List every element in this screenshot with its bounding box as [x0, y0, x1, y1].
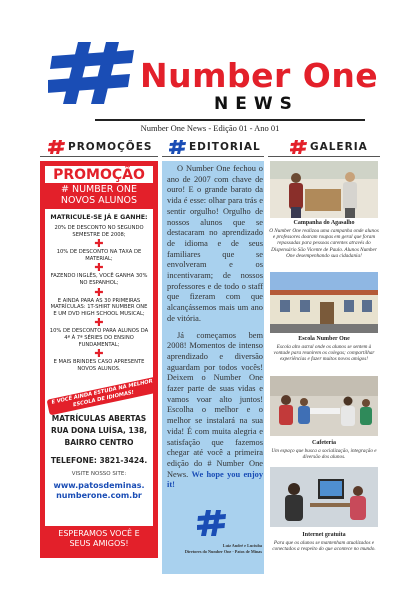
plus-icon: ✚: [94, 285, 104, 299]
section-title-editorial: EDITORIAL: [189, 141, 261, 153]
promo-ribbon: E VOCÊ AINDA ESTUDA NA MELHOR ESCOLA DE IDIOMAS!: [47, 377, 158, 416]
caption-title: Escola Number One: [298, 336, 350, 342]
gallery-caption: [268, 440, 380, 460]
gallery-caption: [268, 532, 380, 552]
caption-text: O Number One realizou uma campanha onde alunos e professores doaram roupas em geral que foram repassadas para pessoas carentes através do Dispensário São Vicente de Paulo. Alunos Number One desempenhando sua cidadania!: [269, 228, 379, 259]
website-link[interactable]: [45, 481, 153, 501]
gallery-photo-internet: [270, 467, 378, 527]
promo-item: 20% DE DESCONTO NO SEGUNDO SEMESTRE DE 2008;: [54, 225, 144, 238]
caption-title: Internet gratuita: [302, 532, 346, 538]
edition-line: Number One News - Edição 01 - Ano 01: [140, 123, 280, 133]
website-link-line[interactable]: www.patosdeminas.: [53, 481, 145, 491]
promo-item: 10% DE DESCONTO NA TAXA DE MATERIAL;: [56, 249, 142, 262]
section-header-gallery: [290, 139, 368, 155]
promo-box: [40, 161, 158, 558]
section-title-gallery: GALERIA: [310, 141, 368, 153]
caption-title: Cafeteria: [312, 440, 336, 446]
phone-number: TELEFONE: 3821-3424.: [50, 456, 148, 466]
editorial-text: [167, 164, 263, 491]
signature-line: Luiz André e Luciuba: [222, 543, 262, 548]
promo-item: E MAIS BRINDES CASO APRESENTE NOVOS ALUNOS.: [53, 359, 145, 372]
masthead-rule: [95, 119, 365, 121]
section-rule-editorial: [162, 156, 264, 157]
editorial-paragraph: O Number One fechou o ano de 2007 com chave de ouro! E o grande barato da vida é esse: olhar para trás e sentir orgulho! Orgulho de nossos alunos que se destacaram no aprendizado de idioma e de seus familiares que se envolveram e os incentivaram; de nossos professores e de todo o staff que fizeram com que alcançássemos mais um ano de vitória.: [167, 164, 263, 323]
plus-icon: ✚: [94, 347, 104, 361]
promo-footer-line: ESPERAMOS VOCÊ E: [58, 529, 140, 538]
gallery-photo-cafeteria: [270, 376, 378, 436]
editorial-paragraph-text: Já começamos bem 2008! Momentos de intenso aprendizado e diversão aguardam por todos vocês! Deixem o Number One fazer parte de suas vidas e vamos voar alto juntos! Escolha o melhor e o melhor se instalará na sua vida! É com muita alegria e satisfação que fazemos chegar até você a primeira edição do # Number One News.: [167, 330, 263, 479]
hash-icon: [169, 140, 186, 154]
promo-banner-line: NOVOS ALUNOS: [60, 194, 138, 206]
editorial-paragraph: [167, 331, 263, 492]
caption-text: Um espaço que busca a socialização, integração e diversão dos alunos.: [271, 448, 377, 461]
masthead: [0, 0, 420, 133]
signature-line: Diretores do Number One - Patos de Minas: [184, 548, 262, 554]
address-title: MATRÍCULAS ABERTAS: [51, 414, 147, 424]
caption-text: Escola alto astral onde os alunos se sentem à vontade para reunirem os colegas; compartilhar experiências e fazer muitos novos amigos!: [273, 344, 375, 363]
promo-title: PROMOÇÃO: [53, 167, 145, 183]
promo-footer: [45, 526, 153, 553]
plus-icon: ✚: [94, 261, 104, 275]
editorial-column: [162, 161, 264, 574]
plus-icon: ✚: [94, 237, 104, 251]
caption-text: Para que os alunos se mantenham atualizados e conectados a respeito do que acontece no mundo.: [272, 540, 376, 553]
editorial-signature: [162, 543, 264, 554]
editorial-closing: We hope you enjoy it!: [167, 469, 264, 490]
promo-footer-line: SEUS AMIGOS!: [69, 539, 129, 548]
hash-icon: [290, 140, 307, 154]
gallery-caption: [268, 220, 380, 259]
promo-item: 10% DE DESCONTO PARA ALUNOS DA 4ª À 7ª SÉRIES DO ENSINO FUNDAMENTAL;: [49, 328, 149, 348]
gallery-photo-school: [270, 272, 378, 333]
hash-icon: [197, 510, 227, 536]
plus-icon: ✚: [94, 316, 104, 330]
promo-banner: [45, 183, 153, 209]
hash-logo-icon: [48, 38, 138, 108]
promo-intro: MATRICULE-SE JÁ E GANHE:: [50, 214, 148, 221]
hash-icon: [48, 140, 65, 154]
gallery-caption: [268, 336, 380, 363]
section-header-promo: [48, 139, 152, 155]
gallery-photo-campaign: [270, 161, 378, 218]
section-header-editorial: [169, 139, 261, 155]
promo-item: E AINDA PARA AS 30 PRIMEIRAS MATRÍCULAS: 1T-SHIRT NUMBER ONE E UM DVD HIGH SCHOOL MUSICAL;: [50, 297, 148, 317]
section-rule-gallery: [268, 156, 380, 157]
promo-ribbon-area: [45, 378, 153, 412]
newspaper-subtitle: NEWS: [214, 94, 299, 114]
section-title-promo: PROMOÇÕES: [68, 141, 153, 153]
address-line: RUA DONA LUÍSA, 138,: [50, 426, 148, 436]
caption-title: Campanha do Agasalho: [293, 220, 355, 226]
promo-banner-line: # NUMBER ONE: [61, 184, 137, 195]
promo-item: FAZENDO INGLÊS, VOCÊ GANHA 30% NO ESPANHOL;: [50, 273, 148, 286]
newspaper-title: Number One: [140, 56, 379, 95]
section-rule-promo: [40, 156, 158, 157]
website-link-line[interactable]: numberone.com.br: [56, 491, 142, 501]
visit-site-label: VISITE NOSSO SITE:: [71, 471, 127, 478]
address-line: BAIRRO CENTRO: [64, 438, 134, 448]
